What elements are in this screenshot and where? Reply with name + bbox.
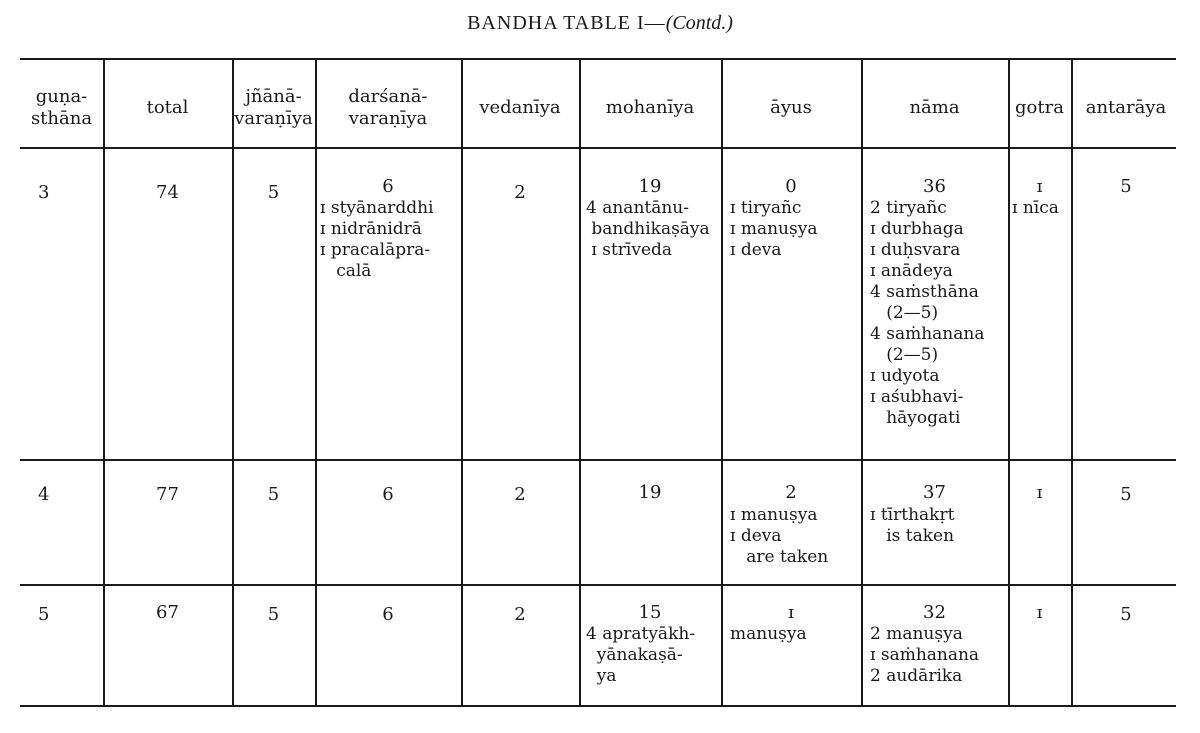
mohaniya-items: 4 anantānu- bandhikaṣāya ɪ strīveda: [586, 198, 710, 260]
ayus-items: ɪ tiryañc ɪ manuṣya ɪ deva: [730, 198, 818, 260]
antaraya-value: 5: [1120, 176, 1132, 197]
row-divider-1: [20, 459, 1176, 461]
gotra-total: ɪ: [1036, 176, 1043, 197]
table-top-rule: [20, 58, 1176, 60]
jnana-value: 5: [267, 604, 280, 625]
gunasthana-value: 3: [38, 182, 50, 203]
gotra-total: ɪ: [1036, 482, 1043, 503]
jnana-value: 5: [267, 182, 280, 203]
gunasthana-value: 4: [38, 484, 50, 505]
ayus-items: manuṣya: [730, 624, 807, 644]
nama-items: ɪ tīrthakṛt is taken: [870, 505, 955, 546]
header-nama: nāma: [909, 97, 960, 118]
jnana-value: 5: [267, 484, 280, 505]
nama-total: 36: [923, 176, 946, 197]
row-divider-2: [20, 584, 1176, 586]
gotra-total: ɪ: [1036, 602, 1043, 623]
header-total: total: [146, 97, 189, 118]
antaraya-value: 5: [1120, 604, 1132, 625]
header-jnanavaraniya: jñānā- varaṇīya: [234, 86, 313, 129]
ayus-total: ɪ: [788, 602, 794, 623]
total-value: 67: [156, 602, 179, 623]
total-value: 74: [156, 182, 179, 203]
darsana-total: 6: [382, 604, 394, 625]
ayus-total: 2: [785, 482, 797, 503]
total-value: 77: [156, 484, 179, 505]
vedaniya-value: 2: [514, 484, 526, 505]
ayus-total: 0: [785, 176, 797, 197]
darsana-total: 6: [382, 176, 394, 197]
header-ayus: āyus: [770, 97, 812, 118]
header-mohaniya: mohanīya: [605, 97, 695, 118]
mohaniya-items: 4 apratyākh- yānakaṣā- ya: [586, 624, 696, 686]
darsana-items: ɪ styānarddhi ɪ nidrānidrā ɪ pracalāpra- calā: [320, 198, 434, 281]
page-title: [0, 12, 1200, 35]
header-darsanavaraniya: darśanā- varaṇīya: [348, 86, 428, 129]
mohaniya-total: 19: [638, 482, 662, 503]
table-bottom-rule: [20, 705, 1176, 707]
title-main: BANDHA TABLE I—: [467, 12, 666, 34]
header-gunasthana: guṇa- sthāna: [30, 86, 93, 129]
mohaniya-total: 19: [638, 176, 662, 197]
ayus-items: ɪ manuṣya ɪ deva are taken: [730, 505, 829, 567]
nama-total: 37: [923, 482, 946, 503]
vedaniya-value: 2: [514, 604, 526, 625]
header-antaraya: antarāya: [1085, 97, 1167, 118]
vedaniya-value: 2: [514, 182, 526, 203]
darsana-total: 6: [382, 484, 394, 505]
gunasthana-value: 5: [38, 604, 50, 625]
header-vedaniya: vedanīya: [479, 97, 561, 118]
header-gotra: gotra: [1015, 97, 1064, 118]
nama-total: 32: [923, 602, 946, 623]
title-contd: (Contd.): [665, 12, 733, 34]
antaraya-value: 5: [1120, 484, 1132, 505]
gotra-items: ɪ nīca: [1012, 198, 1059, 218]
mohaniya-total: 15: [638, 602, 662, 623]
nama-items: 2 tiryañc ɪ durbhaga ɪ duḥsvara ɪ anādeya 4 saṁsthāna (2—5) 4 saṁhanana (2—5) ɪ udyota ɪ aśubhavi- hāyogati: [870, 198, 985, 428]
nama-items: 2 manuṣya ɪ saṁhanana 2 audārika: [870, 624, 980, 686]
header-bottom-rule: [20, 147, 1176, 149]
